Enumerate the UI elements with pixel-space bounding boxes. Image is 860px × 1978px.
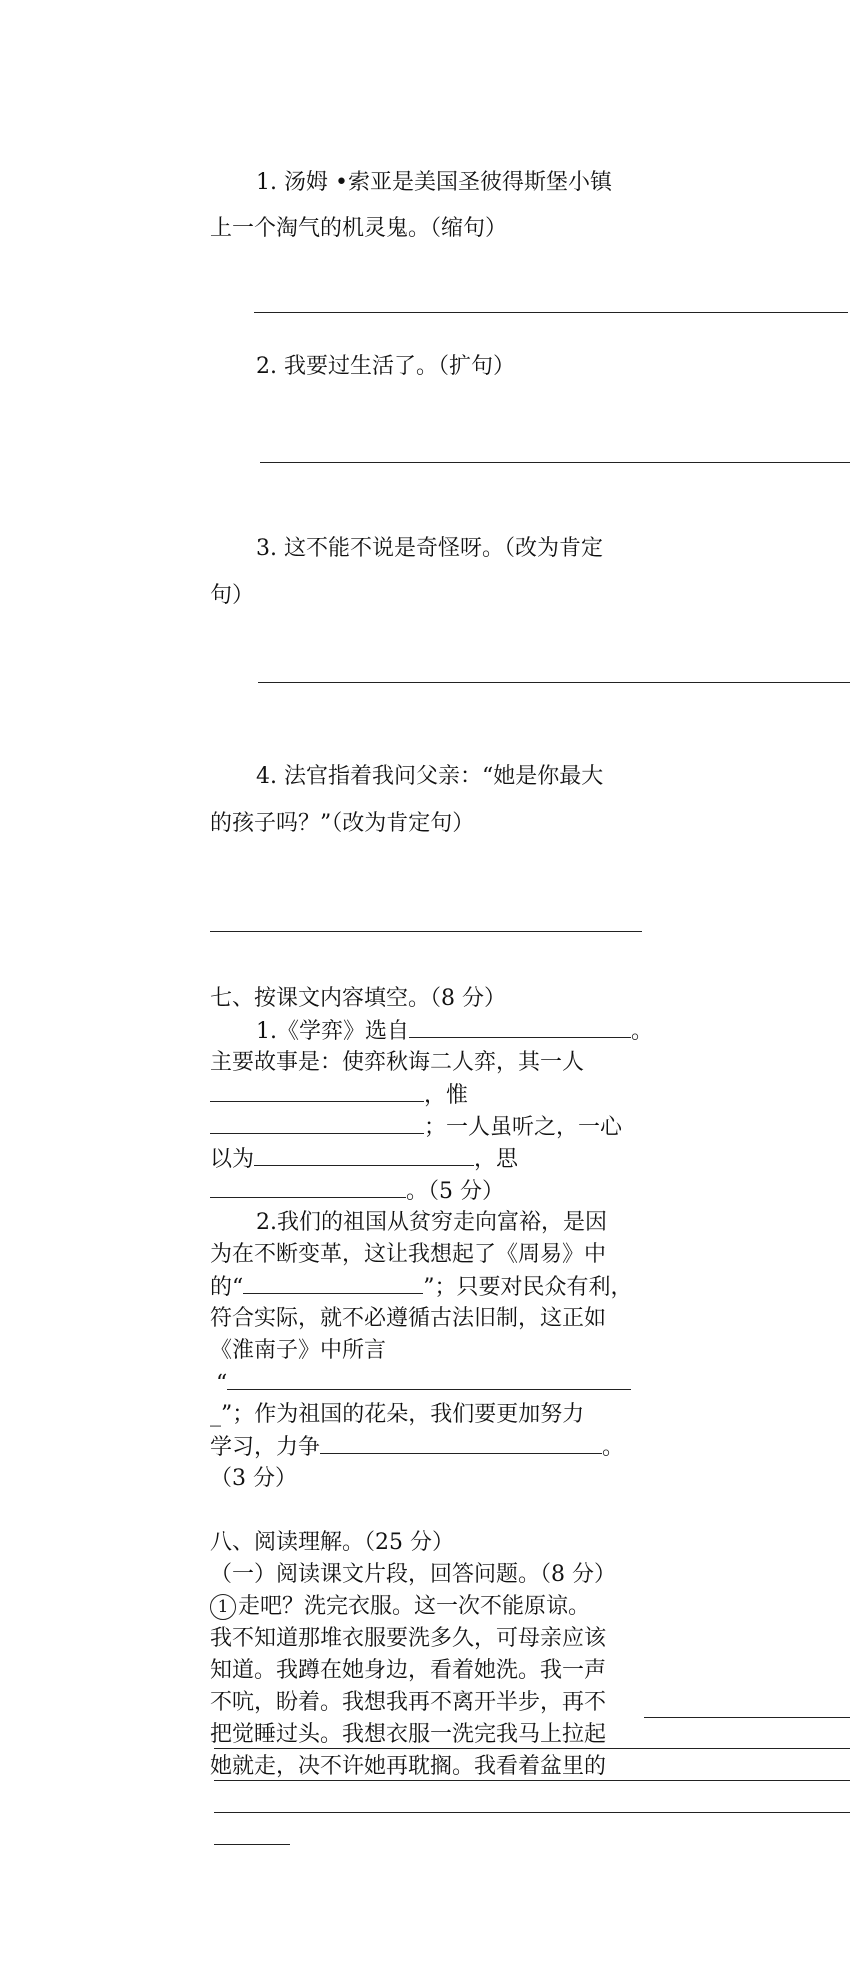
section-8-sub-heading: （一）阅读课文片段，回答问题。（8 分） [210,1562,616,1587]
q7-item2-text-c2: ”；只要对民众有利， [423,1275,633,1300]
q7-item1-row3 [210,1079,468,1112]
q6-item4-answer-line[interactable] [210,931,642,932]
passage-line4: 不吭，盼着。我想我再不离开半步，再不 [210,1690,607,1715]
blank-zhouyi[interactable] [243,1271,423,1294]
q7-item1-row4 [210,1111,622,1144]
q7-item1-row5 [210,1143,518,1176]
paragraph-number-marker: 1 [210,1594,236,1620]
q6-item1-line2: 上一个淘气的机灵鬼。（缩句） [210,216,508,241]
q7-item1-text-a: 1.《学弈》选自 [256,1019,409,1044]
blank-person1[interactable] [210,1079,424,1102]
q6-item4-line1: 4. 法官指着我问父亲：“她是你最大 [256,764,604,789]
blank-person1-cont[interactable] [210,1111,424,1134]
q7-item1-row1 [256,1015,653,1048]
q6-item1-line1: 1. 汤姆 •索亚是美国圣彼得斯堡小镇 [256,170,612,195]
q7-item2-row5: 《淮南子》中所言 [210,1338,387,1363]
blank-person2-cont[interactable] [210,1175,406,1198]
q6-item1-answer-line[interactable] [254,312,848,313]
q7-item1-text-b: 。 [631,1019,654,1044]
answer-line-d[interactable] [214,1812,850,1813]
q6-item2-line1: 2. 我要过生活了。（扩句） [256,354,515,379]
q7-item1-text-e: ；一人虽听之，一心 [424,1115,623,1140]
blank-huainanzi[interactable] [227,1367,631,1390]
q6-item3-line1: 3. 这不能不说是奇怪呀。（改为肯定 [256,536,603,561]
q7-item2-text-h1: 学习，力争 [210,1435,321,1460]
q7-item2-row7: _”；作为祖国的花朵，我们要更加努力 [210,1402,585,1427]
q7-item1-text-h: 。（5 分） [406,1179,504,1204]
q6-item3-line2: 句） [210,583,255,608]
section-8-heading: 八、阅读理解。（25 分） [210,1530,454,1555]
q7-item1-row2: 主要故事是：使弈秋诲二人弈，其一人 [210,1050,585,1075]
passage-line1 [210,1591,590,1623]
q7-item2-row3 [210,1271,633,1304]
q6-item3-answer-line[interactable] [258,682,850,683]
q7-item2-row6 [216,1367,631,1400]
q7-item2-row8 [210,1431,624,1464]
passage-line6: 她就走，决不许她再耽搁。我看着盆里的 [210,1754,607,1779]
passage-line1-text: 走吧？洗完衣服。这一次不能原谅。 [238,1594,591,1619]
q7-item2-text-c1: 的“ [210,1275,244,1300]
q6-item4-line2: 的孩子吗？”（改为肯定句） [210,811,475,836]
q7-item1-text-f: 以为 [210,1147,255,1172]
q7-item2-row1: 2.我们的祖国从贫穷走向富裕，是因 [256,1210,607,1235]
q7-item1-row6 [210,1175,504,1208]
answer-line-a[interactable] [644,1717,850,1718]
q7-item2-text-h2: 。 [602,1435,625,1460]
q7-item2-text-f: “ [216,1371,228,1396]
q7-item2-score: （3 分） [210,1466,297,1491]
passage-line2: 我不知道那堆衣服要洗多久，可母亲应该 [210,1626,607,1651]
answer-line-b[interactable] [214,1748,850,1749]
answer-line-e[interactable] [214,1844,290,1845]
q6-item2-answer-line[interactable] [260,462,850,463]
blank-person2[interactable] [254,1143,474,1166]
section-7-heading: 七、按课文内容填空。（8 分） [210,986,506,1011]
q7-item2-row2: 为在不断变革，这让我想起了《周易》中 [210,1242,607,1267]
blank-source[interactable] [409,1015,631,1038]
passage-line5: 把觉睡过头。我想衣服一洗完我马上拉起 [210,1722,607,1747]
q7-item1-text-d: ，惟 [424,1083,469,1108]
passage-line3: 知道。我蹲在她身边，看着她洗。我一声 [210,1658,607,1683]
q7-item2-row4: 符合实际，就不必遵循古法旧制，这正如 [210,1306,607,1331]
blank-strive[interactable] [320,1431,602,1454]
q7-item1-text-g: ，思 [474,1147,519,1172]
answer-line-c[interactable] [214,1780,850,1781]
